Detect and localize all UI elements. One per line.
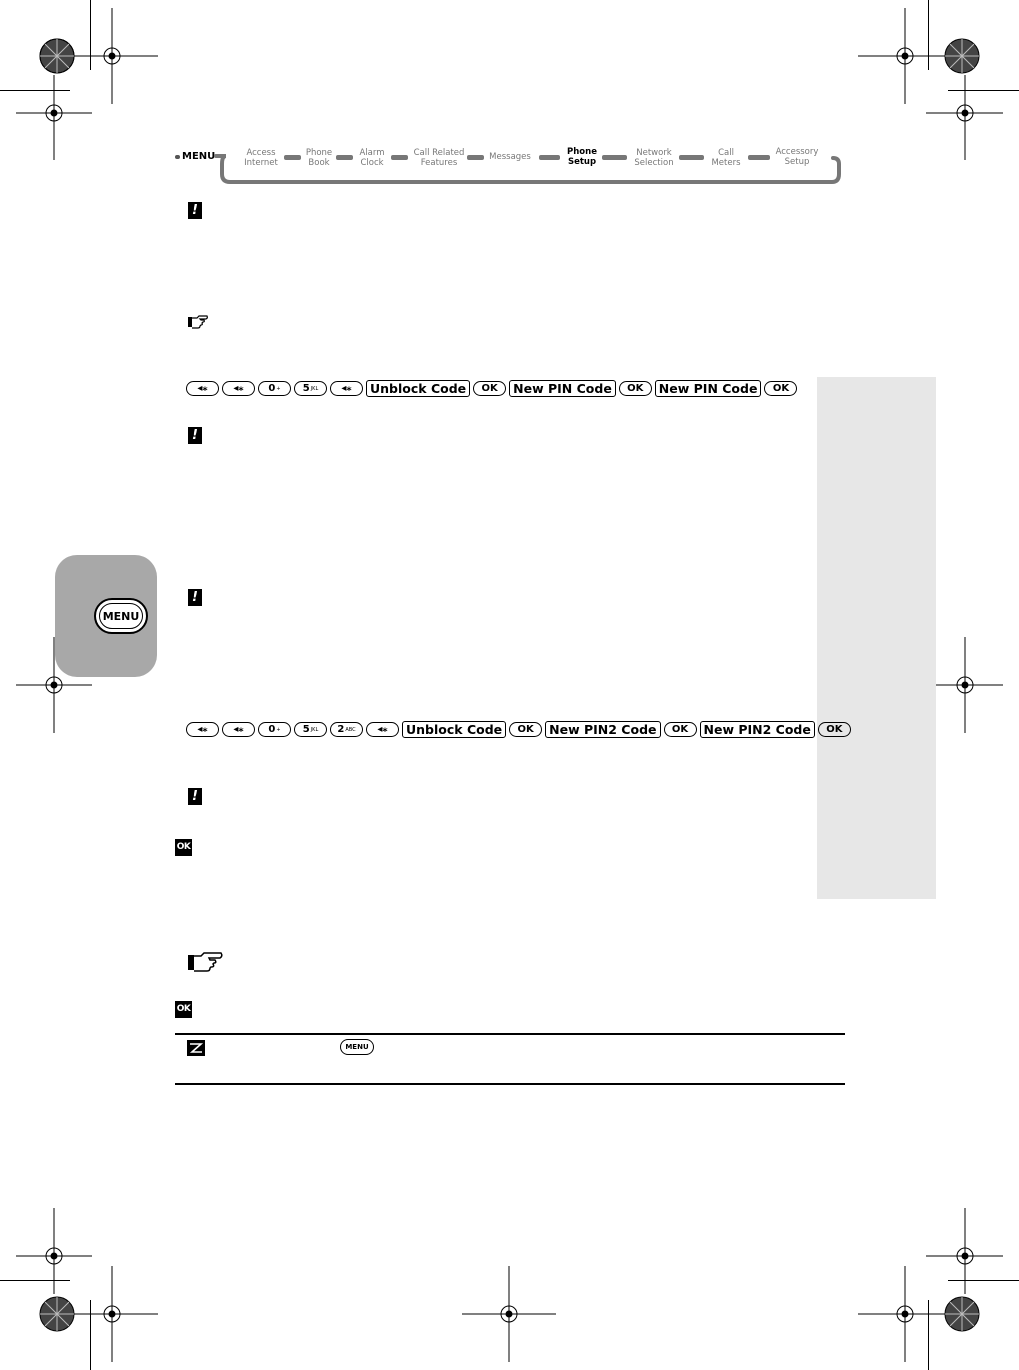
menu-item-line2: Book xyxy=(308,158,330,168)
key-label: ◂⁎ xyxy=(341,383,352,394)
key-sublabel: ABC xyxy=(345,726,356,733)
menu-item-line1: Messages xyxy=(489,152,531,162)
star-key xyxy=(222,722,255,737)
key-sublabel: + xyxy=(276,385,281,392)
ok-key: OK xyxy=(473,381,506,396)
menu-dash xyxy=(679,155,704,160)
warning-icon: ! xyxy=(188,427,202,444)
five-key xyxy=(294,722,327,737)
menu-item-line2: Clock xyxy=(360,158,384,168)
menu-item-call-meters[interactable] xyxy=(711,148,740,168)
key-sublabel: + xyxy=(276,726,281,733)
menu-dash xyxy=(602,155,627,160)
menu-item-line1: Network xyxy=(636,148,672,158)
menu-dash xyxy=(336,155,353,160)
menu-item-line2: Meters xyxy=(711,158,741,168)
menu-dash xyxy=(748,155,770,160)
star-key xyxy=(186,381,219,396)
menu-item-call-related-features[interactable] xyxy=(414,148,465,168)
pointing-hand-icon xyxy=(187,314,209,330)
ok-key: OK xyxy=(818,722,851,737)
key-label: ◂⁎ xyxy=(197,383,208,394)
menu-dash xyxy=(391,155,408,160)
footer-bottom-rule xyxy=(175,1083,845,1085)
new-pin-code-field: New PIN Code xyxy=(655,380,762,397)
ok-key: OK xyxy=(619,381,652,396)
menu-item-line1: Access xyxy=(246,148,276,158)
zero-key xyxy=(258,381,291,396)
menu-item-line1: Alarm xyxy=(359,148,385,158)
unblock-code-field: Unblock Code xyxy=(402,721,506,738)
menu-dash xyxy=(175,155,180,159)
menu-item-line2: Features xyxy=(420,158,458,168)
menu-item-phone-setup[interactable] xyxy=(567,147,597,167)
warning-icon: ! xyxy=(188,202,202,219)
key-sublabel: JKL xyxy=(310,385,319,392)
key-label: ◂⁎ xyxy=(377,724,388,735)
menu-item-line2: Selection xyxy=(634,158,674,168)
five-key xyxy=(294,381,327,396)
star-key xyxy=(330,381,363,396)
menu-item-line1: Phone xyxy=(305,148,333,158)
pointing-hand-icon xyxy=(187,951,225,973)
menu-item-messages[interactable] xyxy=(489,152,531,162)
pin2-unblock-sequence xyxy=(186,721,851,738)
new-pin-code-field: New PIN Code xyxy=(509,380,616,397)
menu-item-line1: Accessory xyxy=(775,147,819,157)
key-label: 0 xyxy=(268,724,276,735)
key-label: 5 xyxy=(302,724,310,735)
menu-item-alarm-clock[interactable] xyxy=(359,148,384,168)
menu-item-phone-book[interactable] xyxy=(306,148,332,168)
warning-icon: ! xyxy=(188,788,202,805)
menu-button-label: MENU xyxy=(99,603,143,629)
zero-key xyxy=(258,722,291,737)
menu-dash xyxy=(467,155,484,160)
menu-item-network-selection[interactable] xyxy=(634,148,673,168)
key-label: ◂⁎ xyxy=(197,724,208,735)
key-label: ◂⁎ xyxy=(233,383,244,394)
unblock-code-field: Unblock Code xyxy=(366,380,470,397)
ok-icon: OK xyxy=(175,839,192,856)
new-pin2-code-field: New PIN2 Code xyxy=(700,721,815,738)
star-key xyxy=(366,722,399,737)
key-label: 0 xyxy=(268,383,276,394)
warning-icon: ! xyxy=(188,589,202,606)
new-pin2-code-field: New PIN2 Code xyxy=(545,721,660,738)
menu-item-line1: Call xyxy=(718,148,734,158)
menu-label: MENU xyxy=(182,151,216,162)
menu-dash xyxy=(539,155,560,160)
ok-icon: OK xyxy=(175,1001,192,1018)
star-key xyxy=(186,722,219,737)
pin-unblock-sequence xyxy=(186,380,797,397)
star-key xyxy=(222,381,255,396)
ok-key: OK xyxy=(664,722,697,737)
key-label: 5 xyxy=(302,383,310,394)
footer-top-rule xyxy=(175,1033,845,1035)
two-key xyxy=(330,722,363,737)
menu-item-line1: Call Related xyxy=(413,148,465,158)
menu-item-line2: Setup xyxy=(567,157,597,167)
menu-item-line2: Setup xyxy=(784,157,810,167)
menu-item-line1: Phone xyxy=(567,147,597,157)
ok-key: OK xyxy=(509,722,542,737)
shortcut-icon xyxy=(187,1040,205,1056)
key-sublabel: JKL xyxy=(310,726,319,733)
key-label: ◂⁎ xyxy=(233,724,244,735)
ok-key: OK xyxy=(764,381,797,396)
margin-panel xyxy=(817,377,936,899)
menu-item-access-internet[interactable] xyxy=(244,148,278,168)
key-label: 2 xyxy=(337,724,345,735)
menu-dash xyxy=(284,155,301,160)
menu-key-icon: MENU xyxy=(340,1039,374,1055)
menu-item-accessory-setup[interactable] xyxy=(776,147,819,167)
menu-item-line2: Internet xyxy=(244,158,278,168)
menu-button-icon xyxy=(94,598,148,634)
